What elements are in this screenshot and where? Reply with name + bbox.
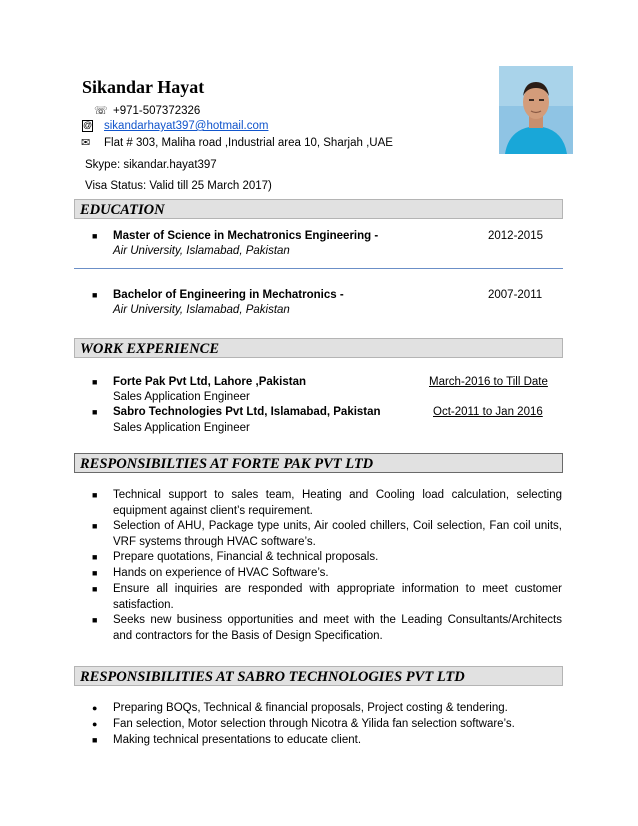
education-degree: Bachelor of Engineering in Mechatronics -	[113, 289, 344, 301]
profile-photo	[499, 66, 573, 154]
education-degree: Master of Science in Mechatronics Engineering -	[113, 230, 379, 242]
section-forte-title: RESPONSIBILTIES AT FORTE PAK PVT LTD	[80, 456, 374, 472]
visa-status: Visa Status: Valid till 25 March 2017)	[85, 180, 272, 192]
bullet-icon: ■	[92, 290, 98, 300]
work-role: Sales Application Engineer	[113, 422, 250, 434]
email-icon: @	[83, 120, 93, 130]
envelope-icon: ✉	[81, 137, 91, 149]
square-bullet-icon: ■	[92, 735, 98, 745]
work-dates: March-2016 to Till Date	[429, 376, 548, 388]
section-education-title: EDUCATION	[80, 202, 165, 218]
square-bullet-icon: ■	[92, 584, 98, 594]
education-years: 2007-2011	[488, 289, 543, 301]
profile-photo-illustration	[499, 66, 573, 154]
work-company: Forte Pak Pvt Ltd, Lahore ,Pakistan	[113, 376, 306, 388]
work-dates: Oct-2011 to Jan 2016	[433, 406, 543, 418]
divider	[74, 268, 563, 269]
candidate-name: Sikandar Hayat	[82, 77, 205, 97]
section-sabro-responsibilities	[74, 666, 563, 686]
section-work-title: WORK EXPERIENCE	[80, 341, 220, 357]
responsibility-item: Preparing BOQs, Technical & financial proposals, Project costing & tendering.	[113, 702, 508, 714]
email-link[interactable]: sikandarhayat397@hotmail.com	[104, 120, 269, 132]
section-work-experience	[74, 338, 563, 358]
education-school: Air University, Islamabad, Pakistan	[113, 304, 290, 316]
phone-icon: ☏	[94, 105, 108, 117]
square-bullet-icon: ■	[92, 490, 98, 500]
square-bullet-icon: ■	[92, 377, 98, 387]
round-bullet-icon: ●	[92, 703, 98, 713]
responsibility-item: Making technical presentations to educate client.	[113, 734, 362, 746]
responsibility-item: Seeks new business opportunities and meet with the Leading Consultants/Architects and contractors for the Basis of Design Specification.	[113, 614, 562, 642]
work-company: Sabro Technologies Pvt Ltd, Islamabad, Pakistan	[113, 406, 381, 418]
square-bullet-icon: ■	[92, 615, 98, 625]
address-text: Flat # 303, Maliha road ,Industrial area 10, Sharjah ,UAE	[104, 137, 393, 149]
section-sabro-title: RESPONSIBILITIES AT SABRO TECHNOLOGIES PVT LTD	[80, 669, 465, 685]
square-bullet-icon: ■	[92, 552, 98, 562]
responsibility-item: Selection of AHU, Package type units, Air cooled chillers, Coil selection, Fan coil units, VRF systems through HVAC software’s.	[113, 520, 562, 548]
work-role: Sales Application Engineer	[113, 391, 250, 403]
responsibility-item: Prepare quotations, Financial & technical proposals.	[113, 551, 379, 563]
education-school: Air University, Islamabad, Pakistan	[113, 245, 290, 257]
section-forte-responsibilities	[74, 453, 563, 473]
responsibility-item: Fan selection, Motor selection through Nicotra & Yilida fan selection software’s.	[113, 718, 515, 730]
education-years: 2012-2015	[488, 230, 543, 242]
responsibility-item: Hands on experience of HVAC Software’s.	[113, 567, 329, 579]
square-bullet-icon: ■	[92, 521, 98, 531]
phone-number: +971-507372326	[113, 105, 201, 117]
bullet-icon: ■	[92, 231, 98, 241]
responsibility-item: Technical support to sales team, Heating and Cooling load calculation, selecting equipment against client’s requirement.	[113, 489, 562, 517]
responsibility-item: Ensure all inquiries are responded with appropriate information to meet customer satisfaction.	[113, 583, 562, 611]
round-bullet-icon: ●	[92, 719, 98, 729]
square-bullet-icon: ■	[92, 407, 98, 417]
section-education	[74, 199, 563, 219]
skype-text: Skype: sikandar.hayat397	[85, 159, 217, 171]
square-bullet-icon: ■	[92, 568, 98, 578]
